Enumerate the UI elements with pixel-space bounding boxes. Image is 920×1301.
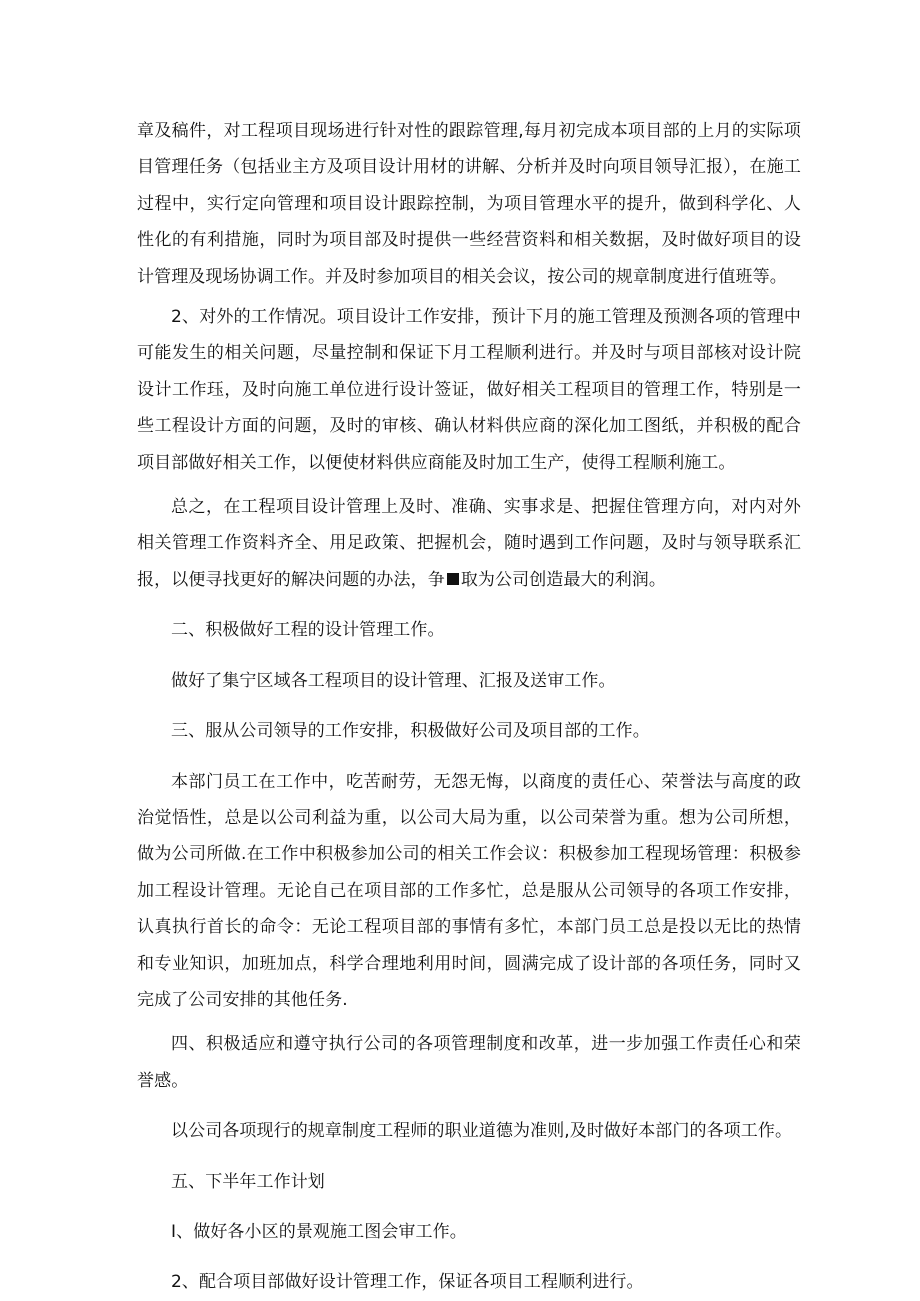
paragraph-staff-attitude: 本部门员工在工作中，吃苦耐劳，无怨无悔，以商度的责任心、荣誉法与高度的政治觉悟性，总是以公司利益为重，以公司大局为重，以公司荣誉为重。想为公司所想，做为公司所做.在工作中积极参加公司的相关工作会议：积极参加工程现场管理：积极参加工程设计管理。无论自己在项目部的工作多忙，总是服从公司领导的各项工作安排，认真执行首长的命令：无论工程项目部的事情有多忙，本部门员工总是投以无比的热情和专业知识，加班加点，科学合理地利用时间，圆满完成了设计部的各项任务，同时又完成了公司安排的其他任务. — [137, 771, 801, 1010]
paragraph-external-work: 2、对外的工作情况。项目设计工作安排，预计下月的施工管理及预测各项的管理中可能发生的相关问题，尽量控制和保证下月工程顺利进行。并及时与项目部核对设计院设计工作珏，及时向施工单位进行设计签证，做好相关工程项目的管理工作，特别是一些工程设计方面的问题，及时的审核、确认材料供应商的深化加工图纸，并积极的配合项目部做好相关工作，以便使材料供应商能及时加工生产，使得工程顺利施工。 — [137, 307, 801, 473]
plan-item-1: I、做好各小区的景观施工图会审工作。 — [171, 1221, 467, 1242]
summary-text-start: 总之，在工程项目设计管理上及时、准确、实事求是、把握住管理方向，对内对外相关管理工作资料齐全、用足政策、把握机会，随时遇到工作问题，及时与领导联系汇报，以便寻找更好的解决问题的办法，争 — [137, 497, 801, 590]
heading-design-management: 二、积极做好工程的设计管理工作。 — [171, 620, 445, 641]
heading-obey-leadership: 三、服从公司领导的工作安排，积极做好公司及项目部的工作。 — [171, 721, 650, 742]
paragraph-continuation: 章及稿件，对工程项目现场进行针对性的跟踪管理,每月初完成本项目部的上月的实际项目管理任务（包括业主方及项目设计用材的讲解、分析并及时向项目领导汇报），在施工过程中，实行定向管理和项目设计跟踪控制，为项目管理水平的提升，做到科学化、人性化的有利措施，同时为项目部及时提供一些经营资料和相关数据，及时做好项目的设计管理及现场协调工作。并及时参加项目的相关会议，按公司的规章制度进行值班等。 — [137, 121, 801, 287]
paragraph-summary — [137, 489, 801, 598]
document-body — [137, 113, 801, 1301]
heading-adapt-system: 四、积极适应和遵守执行公司的各项管理制度和改革，进一步加强工作责任心和荣誉感。 — [137, 1034, 801, 1091]
heading-second-half-plan: 五、下半年工作计划 — [171, 1171, 325, 1192]
paragraph-rules: 以公司各项现行的规章制度工程师的职业道德为准则,及时做好本部门的各项工作。 — [171, 1121, 793, 1142]
black-square-glyph — [447, 573, 459, 585]
paragraph-jining-projects: 做好了集宁区域各工程项目的设计管理、汇报及送审工作。 — [171, 670, 616, 691]
summary-text-end: 取为公司创造最大的利润。 — [460, 569, 667, 590]
plan-item-2: 2、配合项目部做好设计管理工作，保证各项目工程顺利进行。 — [171, 1272, 644, 1293]
